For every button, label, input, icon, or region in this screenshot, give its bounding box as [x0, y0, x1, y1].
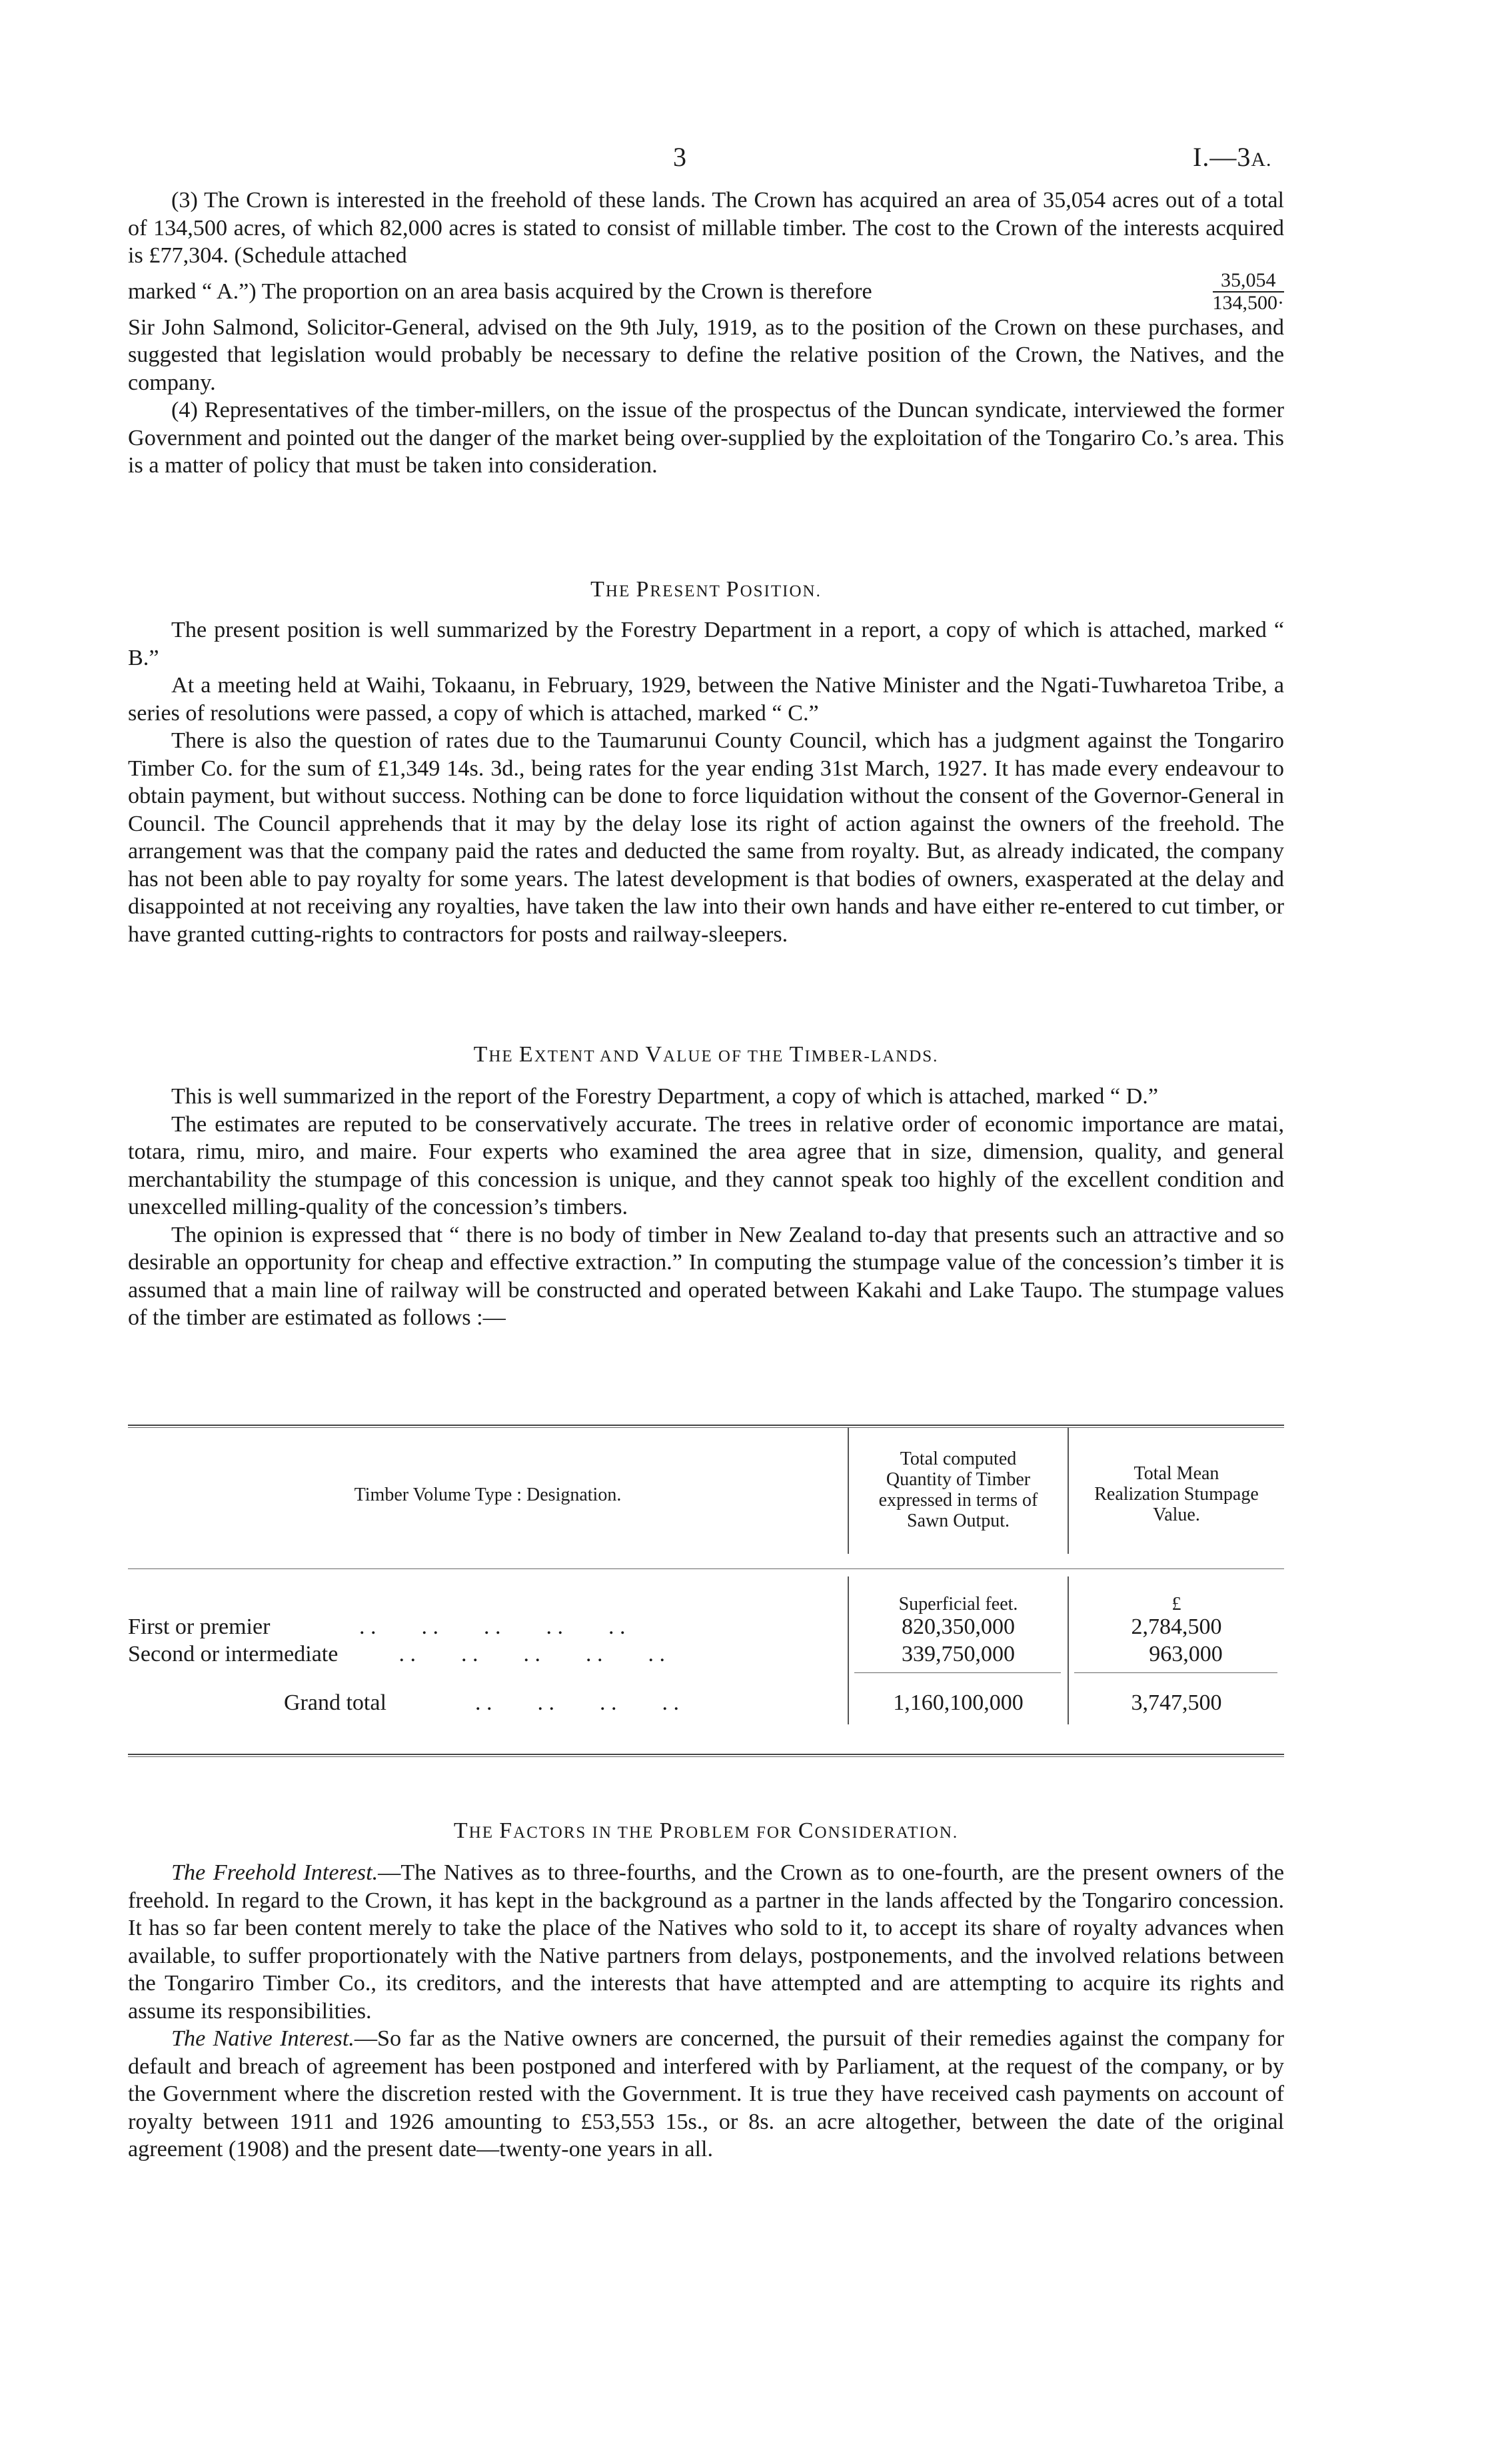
- total-quantity: 1,160,100,000: [893, 1690, 1024, 1715]
- table-row-value: 963,000: [1149, 1642, 1223, 1666]
- present-position-p3: There is also the question of rates due to the Taumarunui County Council, which has a judgment against the Tongariro Timber Co. for the sum of £1,349 14s. 3d., being rates for the year ending 31st March, 1927. It has made every endeavour to obtain payment, but without success. Nothing can be done to force liquidation without the consent of the Governor-General in Council. The Council apprehends that it may by the delay lose its right of action against the owners of the freehold. The arrangement was that the company paid the rates and deducted the same from royalty. But, as already indicated, the company has not been able to pay royalty for some years. The latest development is that bodies of owners, exasperated at the delay and disappointed at not receiving any royalties, have taken the law into their own hands and have either re-entered to cut timber, or have granted cutting-rights to contractors for posts and railway-sleepers.: [128, 728, 1284, 947]
- paragraph-3-fraction-line: [128, 270, 1284, 314]
- value-unit: £: [1171, 1594, 1181, 1614]
- col3-header: Total Mean Realization Stumpage Value.: [1094, 1463, 1259, 1525]
- page-number: 3: [673, 142, 686, 172]
- total-label: Grand total: [284, 1690, 386, 1715]
- subtotal-rule-quantity: [854, 1672, 1061, 1673]
- table-header-rule: [128, 1568, 1284, 1569]
- paragraph-4: (4) Representatives of the timber-millers, on the issue of the prospectus of the Duncan syndicate, interviewed the former Government and pointed out the danger of the market being over-supplied by the exploitation of the Tongariro Co.’s area. This is a matter of policy that must be taken into consideration.: [128, 398, 1284, 478]
- present-position-p1: The present position is well summarized by the Forestry Department in a report, a copy of which is attached, marked “ B.”: [128, 618, 1284, 670]
- area-fraction: [1213, 270, 1285, 314]
- fraction-denominator: 134,500·: [1212, 291, 1284, 314]
- table-row-quantity: 339,750,000: [902, 1642, 1015, 1666]
- table-bottom-rule-2: [128, 1756, 1284, 1757]
- extent-p1: This is well summarized in the report of the Forestry Department, a copy of which is attached, marked “ D.”: [171, 1084, 1158, 1109]
- paragraph-3-rest: Sir John Salmond, Solicitor-General, advised on the 9th July, 1919, as to the position of the Crown on these purchases, and suggested that legislation would probably be necessary to define the relative position of the Crown, the Natives, and the company.: [128, 314, 1284, 395]
- freehold-interest-lead: The Freehold Interest.: [171, 1860, 378, 1885]
- paragraph-3-line2: marked “ A.”) The proportion on an area basis acquired by the Crown is therefore: [128, 279, 872, 304]
- factors-body: [128, 1859, 1284, 2163]
- intro-paragraphs: [128, 187, 1284, 480]
- table-top-rule: [128, 1425, 1284, 1426]
- doc-ref-prefix: I.—3: [1193, 142, 1251, 172]
- heading-present-position: THE PRESENT POSITION.: [590, 577, 822, 602]
- table-row-leaders: . . . . . . . . . .: [348, 1614, 626, 1639]
- native-interest-lead: The Native Interest.: [171, 2026, 355, 2051]
- heading-extent-value: THE EXTENT AND VALUE OF THE TIMBER-LANDS.: [473, 1042, 939, 1067]
- extent-value-body: [128, 1083, 1284, 1332]
- timber-table: [128, 1425, 1284, 1764]
- fraction-numerator: 35,054: [1213, 270, 1285, 293]
- freehold-interest-paragraph: The Freehold Interest.—The Natives as to three-fourths, and the Crown as to one-fourth, are the present owners of the freehold. In regard to the Crown, it has kept in the background as a partner in the lands affected by the Tongariro concession. It has so far been content merely to take the place of the Natives who sold to it, to accept its share of royalty advances when available, to suffer proportionately with the Native partners from delays, postponements, and the involved relations between the Tongariro Timber Co., its creditors, and the interests that have attempted and are attempting to acquire its rights and assume its responsibilities.: [128, 1860, 1284, 2024]
- document-reference: [1193, 141, 1272, 173]
- col2-header: Total computed Quantity of Timber expressed in terms of Sawn Output.: [878, 1449, 1038, 1531]
- subtotal-rule-value: [1074, 1672, 1277, 1673]
- table-bottom-rule: [128, 1754, 1284, 1755]
- table-row-label: First or premier: [128, 1614, 271, 1639]
- paragraph-3-line1: (3) The Crown is interested in the freehold of these lands. The Crown has acquired an area of 35,054 acres out of a total of 134,500 acres, of which 82,000 acres is stated to consist of millable timber. The cost to the Crown of the interests acquired is £77,304. (Schedule attached: [128, 188, 1284, 268]
- quantity-unit: Superficial feet.: [898, 1594, 1018, 1614]
- total-value: 3,747,500: [1131, 1690, 1222, 1715]
- present-position-body: [128, 616, 1284, 948]
- col1-header: Timber Volume Type : Designation.: [354, 1485, 622, 1505]
- present-position-p2: At a meeting held at Waihi, Tokaanu, in February, 1929, between the Native Minister and the Ngati-Tuwharetoa Tribe, a series of resolutions were passed, a copy of which is attached, marked “ C.”: [128, 673, 1284, 726]
- doc-ref-suffix: A.: [1251, 149, 1272, 171]
- table-row-label: Second or intermediate: [128, 1642, 339, 1666]
- native-interest-paragraph: The Native Interest.—So far as the Native owners are concerned, the pursuit of their remedies against the company for default and breach of agreement has been postponed and interfered with by Parliament, at the request of the company, or by the Government where the discretion rested with the Government. It is true they have received cash payments on account of royalty between 1911 and 1926 amounting to £53,553 15s., or 8s. an acre altogether, between the date of the original agreement (1908) and the present date—twenty-one years in all.: [128, 2026, 1284, 2161]
- table-row-value: 2,784,500: [1131, 1614, 1222, 1639]
- table-top-rule-2: [128, 1427, 1284, 1428]
- heading-factors: THE FACTORS IN THE PROBLEM FOR CONSIDERATION.: [453, 1818, 959, 1843]
- extent-p2: The estimates are reputed to be conservatively accurate. The trees in relative order of economic importance are matai, totara, rimu, miro, and maire. Four experts who examined the area agree that in size, dimension, quality, and general merchantability the stumpage of this concession is unique, and they cannot speak too highly of the excellent condition and unexcelled milling-quality of the concession’s timbers.: [128, 1111, 1284, 1219]
- table-row-leaders: . . . . . . . . . .: [393, 1642, 665, 1666]
- extent-p3: The opinion is expressed that “ there is no body of timber in New Zealand to-day that presents such an attractive and so desirable an opportunity for cheap and effective extraction.” In computing the stumpage value of the concession’s timber it is assumed that a main line of railway will be constructed and operated between Kakahi and Lake Taupo. The stumpage values of the timber are estimated as follows :—: [128, 1222, 1284, 1330]
- table-row-quantity: 820,350,000: [902, 1614, 1015, 1639]
- total-leaders: . . . . . . . .: [441, 1690, 679, 1715]
